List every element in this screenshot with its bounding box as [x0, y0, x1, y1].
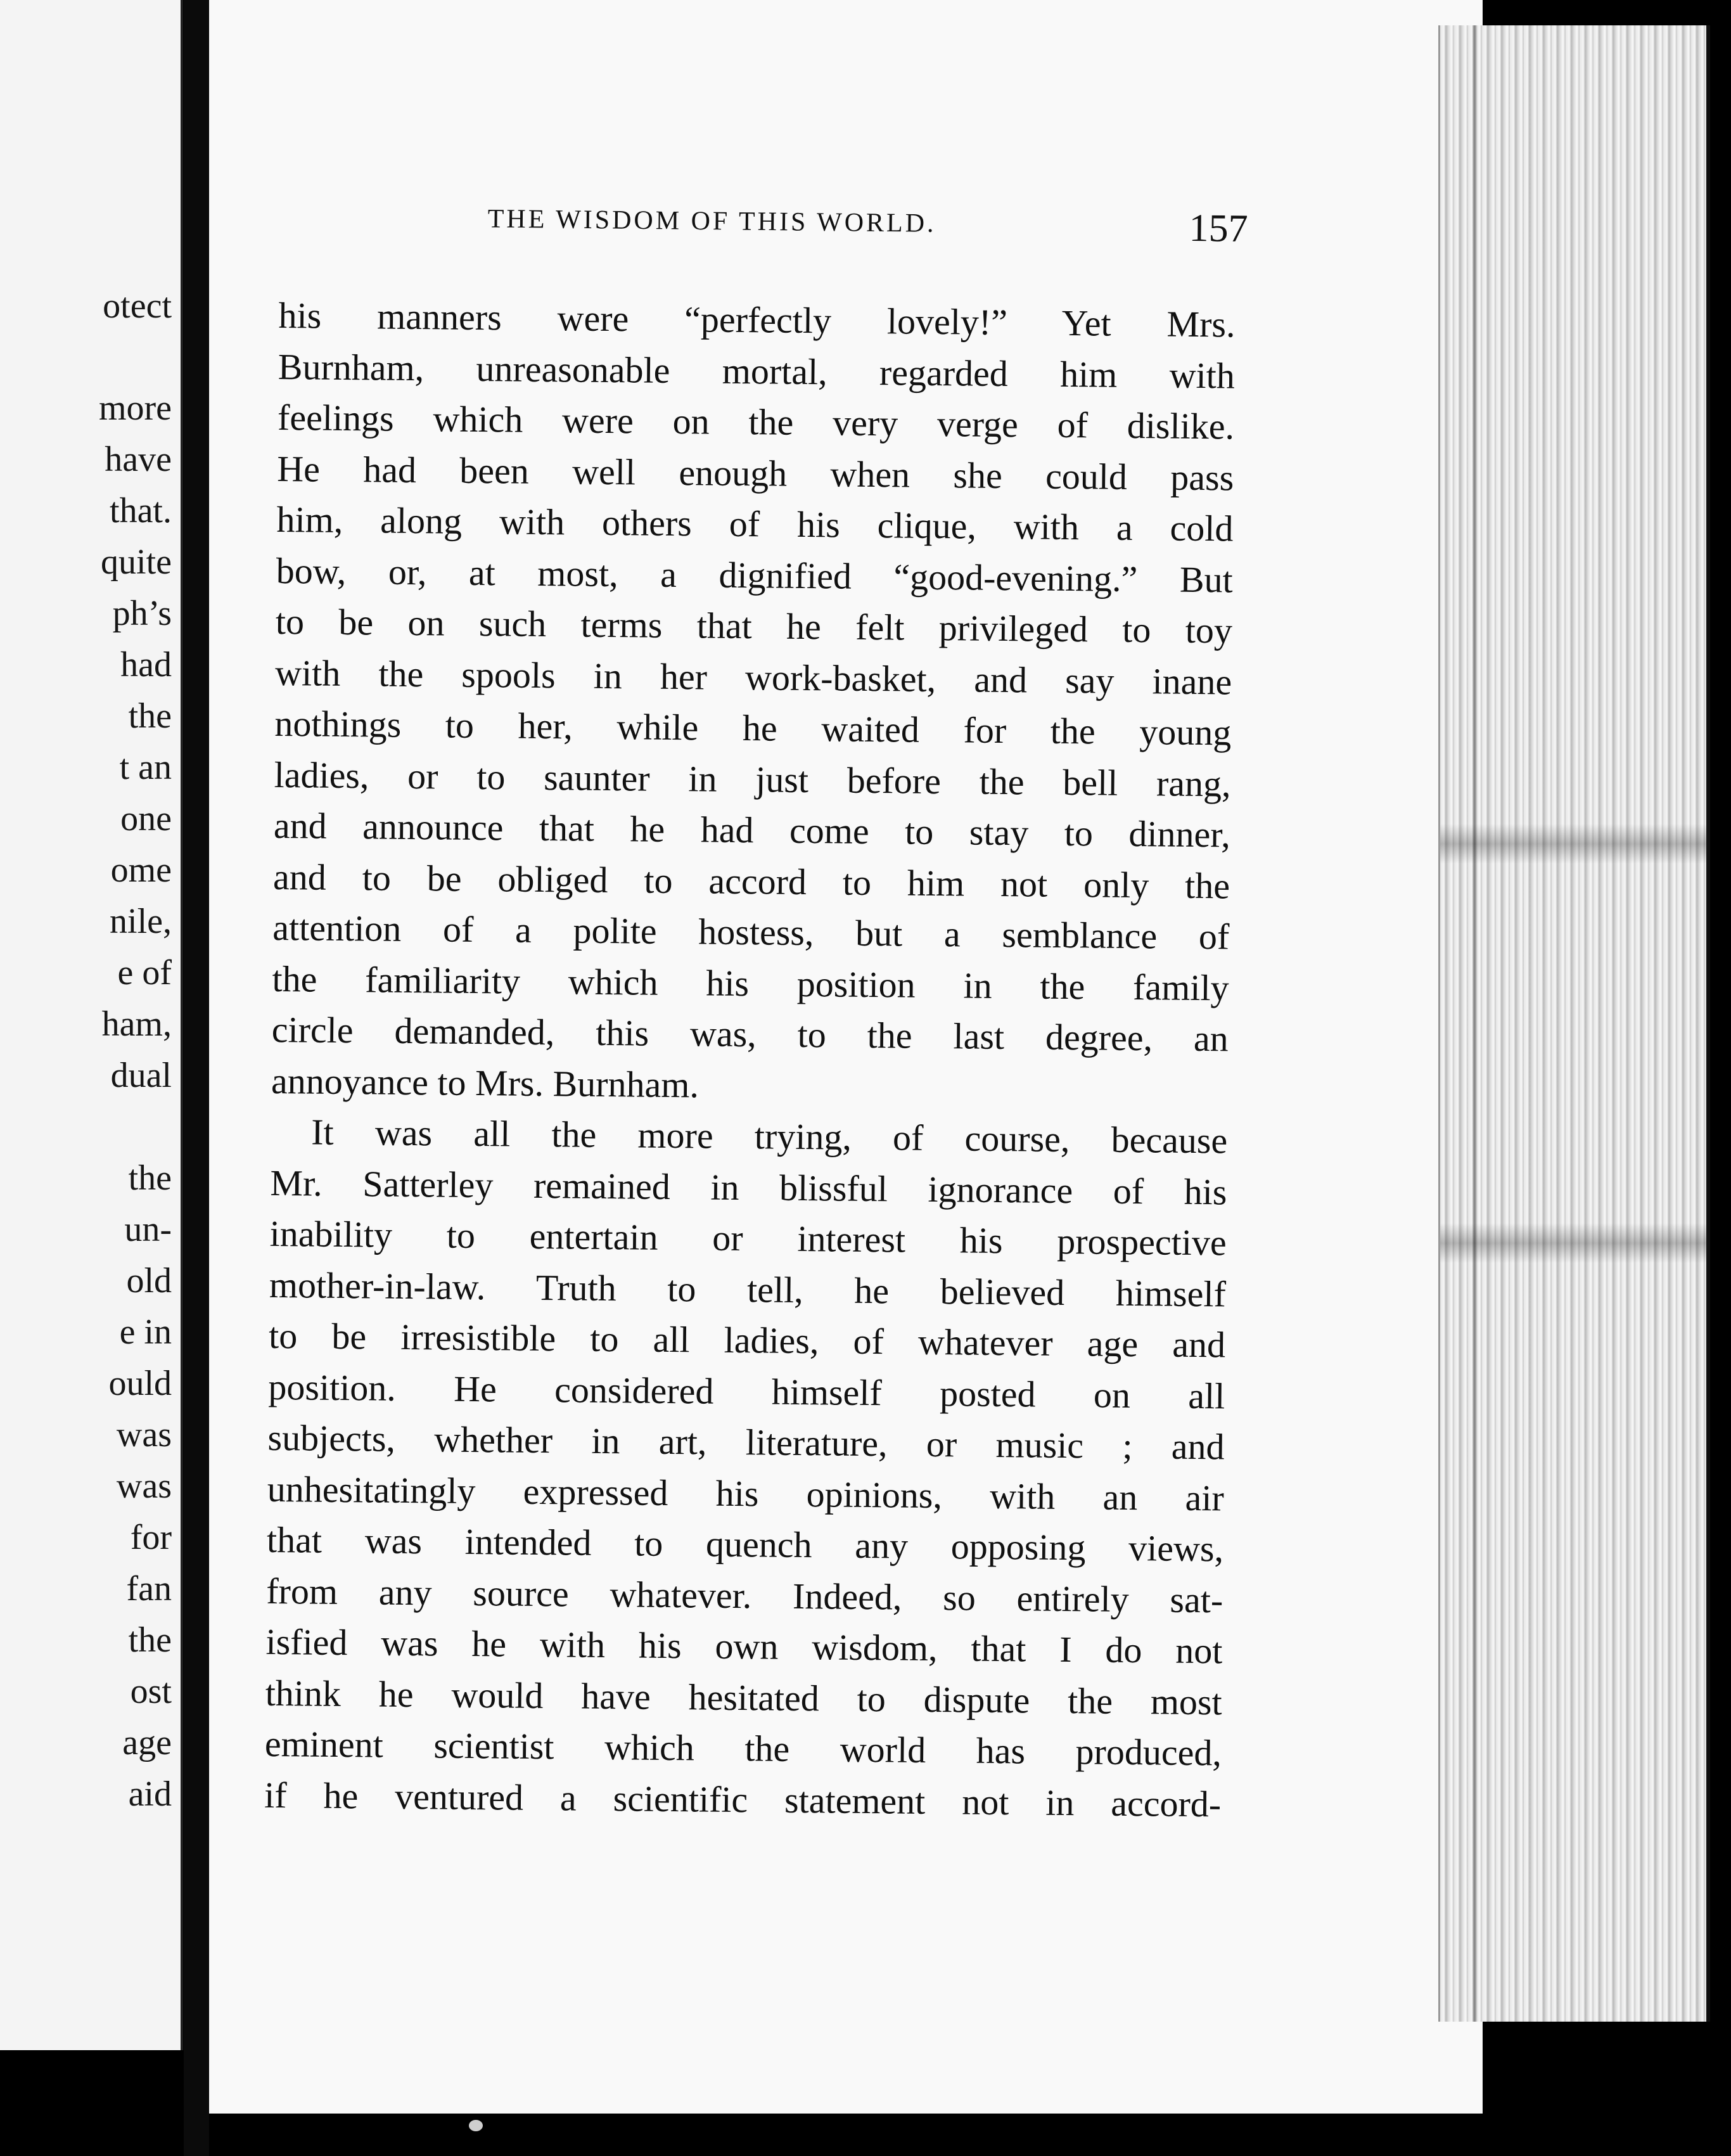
text-line: annoyance to Mrs. Burnham. [271, 1060, 699, 1105]
left-page-line: otect [103, 286, 172, 326]
text-line: circle demanded, this was, to the last degree, an [271, 1008, 1229, 1060]
text-line: isfied was he with his own wisdom, that I do not [265, 1620, 1223, 1672]
left-page-line: old [126, 1261, 172, 1300]
text-line: It was all the more trying, of course, because [310, 1111, 1228, 1162]
text-line: his manners were “perfectly lovely!” Yet Mrs. [278, 294, 1236, 345]
text-line: to be on such terms that he felt privileged to toy [275, 600, 1233, 651]
left-page-line: the [128, 1158, 172, 1198]
left-page-line: un- [124, 1210, 172, 1249]
page-edge-marks [1440, 25, 1706, 2022]
left-page [0, 0, 183, 2050]
text-line: that was intended to quench any opposing views, [266, 1518, 1224, 1570]
left-page-line: ould [108, 1364, 172, 1403]
left-page-line: for [130, 1518, 172, 1557]
text-line: bow, or, at most, a dignified “good-evening.” But [276, 549, 1233, 600]
left-page-line: t an [119, 748, 172, 787]
text-line: nothings to her, while he waited for the young [274, 702, 1232, 754]
text-line: and to be obliged to accord to him not only the [272, 856, 1230, 906]
running-title: THE WISDOM OF THIS WORLD. [487, 204, 936, 238]
left-page-line: quite [101, 542, 172, 582]
text-line: and announce that he had come to stay to dinner, [273, 804, 1231, 856]
text-line: He had been well enough when she could pass [276, 447, 1234, 498]
text-line: from any source whatever. Indeed, so entirely sat- [265, 1570, 1223, 1620]
text-line: the familiarity which his position in the family [272, 958, 1229, 1008]
left-page-line: more [98, 388, 172, 428]
left-page-line: age [122, 1723, 172, 1762]
text-line: ladies, or to saunter in just before the bell rang, [274, 754, 1231, 804]
text-line: to be irresistible to all ladies, of whatever age and [268, 1314, 1226, 1366]
left-page-line: was [116, 1466, 172, 1506]
left-page-line: the [128, 1620, 172, 1660]
page-number: 157 [1189, 207, 1248, 251]
text-line: Burnham, unreasonable mortal, regarded him with [278, 345, 1236, 396]
text-line: position. He considered himself posted on all [268, 1366, 1225, 1416]
text-line: feelings which were on the very verge of dislike. [277, 396, 1235, 447]
left-page-line: dual [110, 1056, 172, 1095]
left-page-line: that. [110, 491, 172, 530]
left-page-line: fan [126, 1569, 172, 1608]
text-line: with the spools in her work-basket, and say inane [274, 651, 1232, 702]
left-page-line: one [120, 799, 172, 838]
paper-speck [469, 2120, 483, 2131]
left-page-line: nile, [110, 902, 172, 941]
text-line: if he ventured a scientific statement not in accord- [264, 1774, 1222, 1825]
left-page-line: was [116, 1415, 172, 1454]
left-page-line: aid [128, 1774, 172, 1814]
left-page-line: ome [110, 850, 172, 890]
left-page-line: ph’s [112, 594, 172, 633]
text-line: inability to entertain or interest his prospective [269, 1212, 1227, 1264]
left-page-line: ost [130, 1672, 172, 1711]
text-line: eminent scientist which the world has produced, [264, 1723, 1222, 1774]
text-line: subjects, whether in art, literature, or music ; and [267, 1416, 1225, 1468]
body-text [264, 290, 1236, 1830]
text-line: mother-in-law. Truth to tell, he believed himself [269, 1264, 1227, 1314]
left-page-line: had [120, 645, 172, 684]
left-page-line: have [105, 440, 172, 479]
page-edges [1438, 25, 1710, 2022]
book-gutter [184, 0, 209, 2156]
text-line: him, along with others of his clique, with a cold [276, 498, 1234, 549]
text-line: attention of a polite hostess, but a semblance of [272, 906, 1230, 958]
text-line: Mr. Satterley remained in blissful ignorance of his [270, 1162, 1227, 1212]
left-page-line: ham, [101, 1004, 172, 1044]
text-line: unhesitatingly expressed his opinions, with an air [267, 1468, 1225, 1518]
left-page-line: the [128, 696, 172, 736]
left-page-line: e in [119, 1312, 172, 1352]
text-line: think he would have hesitated to dispute the most [265, 1672, 1222, 1723]
left-page-line: e of [117, 953, 172, 992]
running-head [278, 202, 1248, 262]
